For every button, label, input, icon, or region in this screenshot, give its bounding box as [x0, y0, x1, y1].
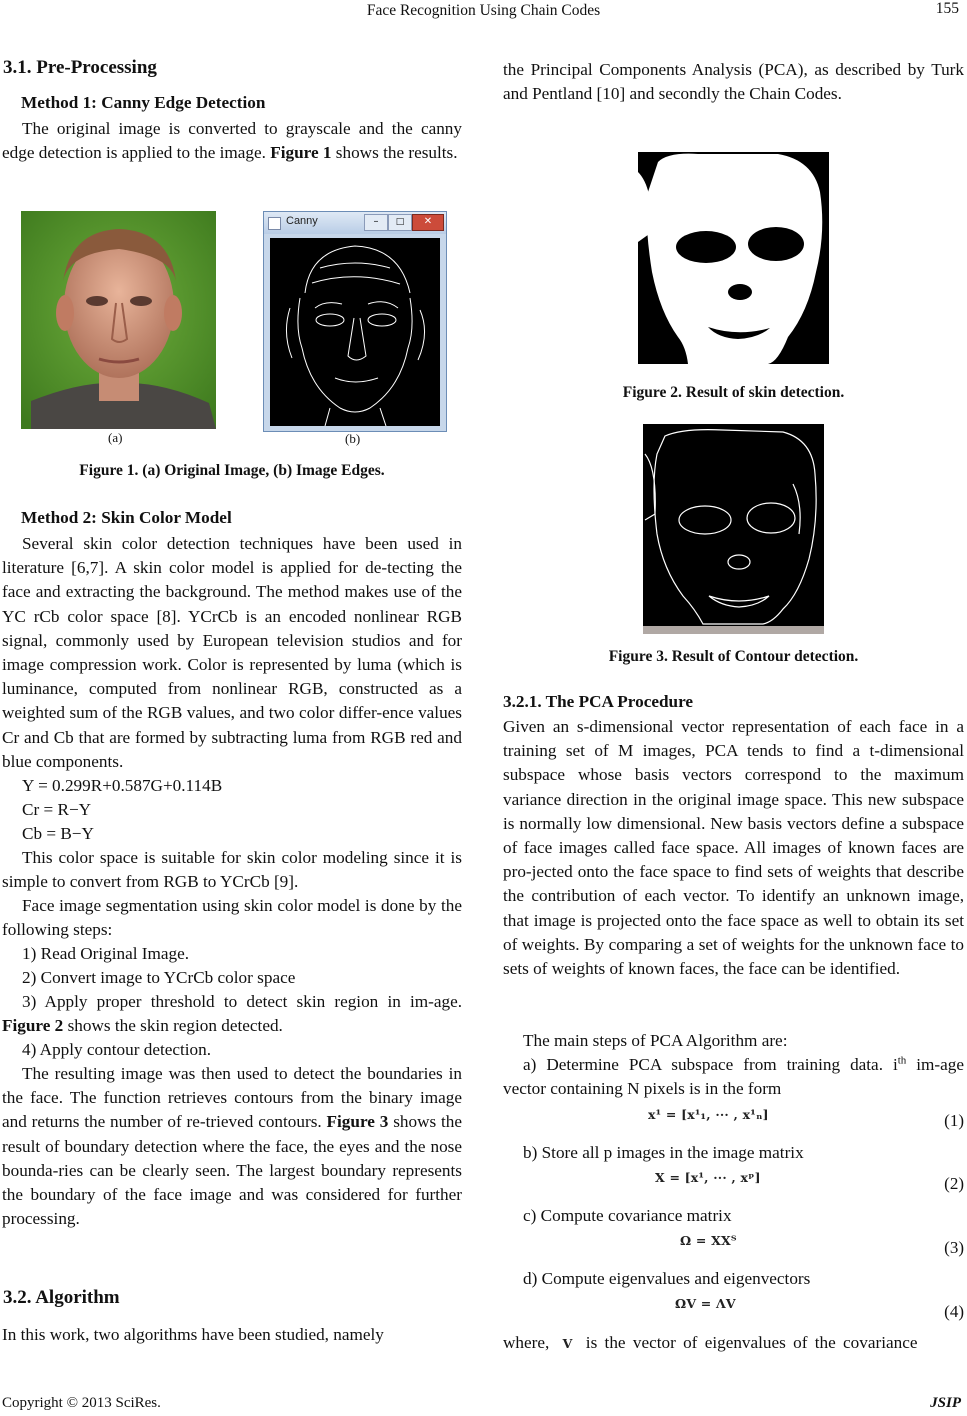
method1-title: Method 1: Canny Edge Detection: [21, 93, 266, 112]
skin-step-3: [2, 990, 462, 1038]
pca-where-text: where,: [503, 1333, 550, 1352]
equation-cr: Cr = R−Y: [22, 800, 92, 819]
section-heading-3-2: 3.2. Algorithm: [3, 1287, 120, 1308]
minimize-icon[interactable]: –: [364, 214, 388, 231]
method2-paragraph-4-figure-ref: Figure 3: [326, 1112, 389, 1132]
pca-step-c: c) Compute covariance matrix: [523, 1206, 732, 1225]
pca-step-b: b) Store all p images in the image matrix: [523, 1143, 804, 1162]
section-heading-3-2-1: 3.2.1. The PCA Procedure: [503, 692, 694, 711]
method2-paragraph-3: Face image segmentation using skin color model is done by the following steps:: [2, 896, 462, 940]
figure1-canny-window: [263, 211, 447, 432]
method1-paragraph: [2, 117, 462, 165]
maximize-icon[interactable]: □: [388, 214, 412, 231]
pca-where-symbol: V: [562, 1336, 573, 1351]
pca-step-a-text-end: im-age vector containing N pixels is in the form: [503, 1055, 964, 1099]
equation-4-image: ΩV = ΛV: [675, 1296, 736, 1311]
equation-cb: Cb = B−Y: [22, 824, 94, 843]
algorithm-paragraph: In this work, two algorithms have been studied, namely: [2, 1325, 384, 1344]
footer-copyright: Copyright © 2013 SciRes.: [2, 1395, 161, 1411]
method2-paragraph-4-text-end: shows the result of boundary detection where the face, the eyes and the nose bounda-ries can be clearly seen. The largest boundary represents the boundary of the face image and was considered for further processing.: [2, 1112, 463, 1229]
skin-step-3-text-end: shows the skin region detected.: [67, 1016, 283, 1036]
equation-y: Y = 0.299R+0.587G+0.114B: [22, 776, 223, 795]
method1-text: The original image is converted to grayscale and the canny edge detection is applied to the image.: [2, 119, 462, 163]
pca-step-a: [503, 1053, 964, 1101]
equation-1-image: x¹ = [x¹₁, ··· , x¹ₙ]: [648, 1107, 769, 1122]
method2-title: Method 2: Skin Color Model: [21, 508, 232, 527]
skin-step-3-text: 3) Apply proper threshold to detect skin region in im-age.: [22, 992, 462, 1011]
close-icon[interactable]: ✕: [412, 214, 444, 231]
canny-window-titlebar: [264, 212, 446, 234]
figure1-original-image: [21, 211, 216, 429]
equation-3-number: (3): [944, 1238, 964, 1257]
figure2-caption: Figure 2. Result of skin detection.: [622, 384, 845, 401]
figure1-caption: Figure 1. (a) Original Image, (b) Image Edges.: [79, 462, 385, 479]
pca-step-a-superscript: th: [897, 1054, 907, 1067]
method1-figure-ref: Figure 1: [270, 143, 332, 163]
figure3-caption: Figure 3. Result of Contour detection.: [608, 648, 859, 665]
method2-paragraph-4: [2, 1062, 462, 1231]
method2-paragraph-4-text: The resulting image was then used to detect the boundaries in the face. The function retrieves contours from the binary image and returns the number of re-trieved contours.: [2, 1064, 462, 1132]
pca-paragraph: Given an s-dimensional vector representation of each face in a training set of M images, PCA tends to find a t-dimensional subspace whose basis vectors correspond to the maximum variance direction in the original image space. This new subspace is normally low dimensional. New basis vectors define a subspace of face images called face space. All images of known faces are pro-jected onto the face space to find sets of weights that describe the contribution of each vector. To identify an unknown image, that image is projected onto the face space as well to obtain its set of weights. By comparing a set of weights for the unknown face to sets of weights of known faces, the face can be identified.: [503, 717, 964, 979]
canny-window-title: Canny: [286, 215, 318, 227]
method2-paragraph-1: Several skin color detection techniques have been used in literature [6,7]. A skin color model is applied for de-tecting the face and extracting the background. The method makes use of the YC rCb color space [8]. YCrCb is an encoded nonlinear RGB signal, commonly used by European television studios and for image compression work. Color is represented by luma (which is luminance, computed from nonlinear RGB, constructed as a weighted sum of the RGB values, and two color differ-ence values Cr and Cb that are formed by subtracting luma from RGB red and blue components.: [2, 534, 462, 771]
pca-steps-intro: The main steps of PCA Algorithm are:: [523, 1031, 788, 1050]
figure1-label-a: (a): [108, 430, 123, 445]
equation-3-image: Ω = XXᵀ: [680, 1233, 737, 1248]
pca-where-line: [503, 1331, 964, 1356]
equation-2-image: X = [x¹, ··· , xᵖ]: [655, 1170, 761, 1185]
running-title: Face Recognition Using Chain Codes: [366, 2, 601, 19]
section-heading-3-1: 3.1. Pre-Processing: [3, 57, 157, 78]
figure3-contour-detection-image: [643, 424, 824, 634]
equation-1-number: (1): [944, 1111, 964, 1130]
footer-journal: JSIP: [930, 1395, 961, 1411]
pca-where-text-end: is the vector of eigenvalues of the covariance: [585, 1333, 918, 1352]
pca-step-d: d) Compute eigenvalues and eigenvectors: [523, 1269, 811, 1288]
figure2-skin-detection-image: [638, 152, 829, 370]
equation-2-number: (2): [944, 1174, 964, 1193]
skin-step-4: 4) Apply contour detection.: [22, 1040, 212, 1059]
method1-text-end: shows the results.: [335, 143, 458, 163]
algorithm-paragraph-continued: the Principal Components Analysis (PCA), as described by Turk and Pentland [10] and secondly the Chain Codes.: [503, 60, 964, 104]
figure1-label-b: (b): [345, 431, 361, 446]
method2-paragraph-2: This color space is suitable for skin color modeling since it is simple to convert from RGB to YCrCb [9].: [2, 848, 462, 892]
skin-step-3-figure-ref: Figure 2: [2, 1016, 64, 1036]
canny-edges-image: [270, 238, 440, 426]
canny-window-icon: [268, 217, 281, 230]
pca-step-a-text: a) Determine PCA subspace from training data. i: [523, 1055, 898, 1074]
equation-4-number: (4): [944, 1302, 964, 1321]
skin-step-1: 1) Read Original Image.: [22, 944, 190, 963]
skin-step-2: 2) Convert image to YCrCb color space: [22, 968, 296, 987]
page-number: 155: [935, 0, 959, 17]
